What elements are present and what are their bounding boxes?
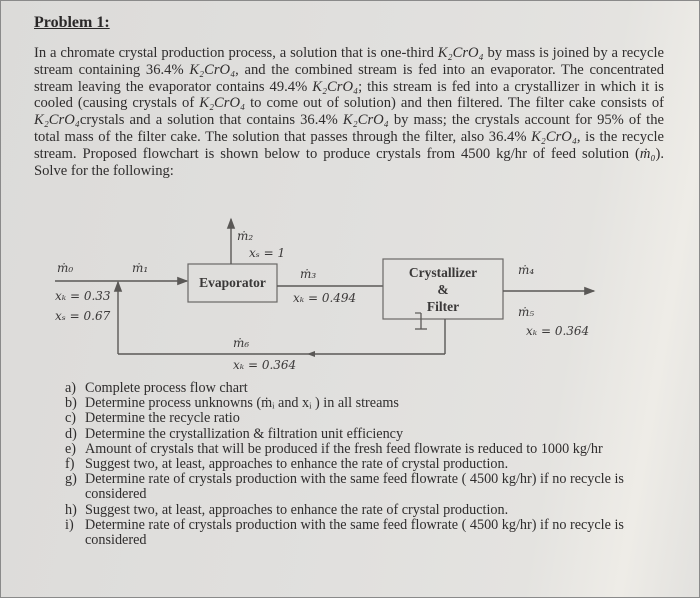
problem-title: Problem 1: xyxy=(34,14,110,31)
chem-formula: K₂CrO₄ xyxy=(199,95,246,112)
chem-formula: K₂CrO₄ xyxy=(312,78,359,95)
stream-m0-xk: xₖ = 0.33 xyxy=(55,289,111,303)
stream-m2-xs: xₛ = 1 xyxy=(249,246,286,260)
question-letter: b) xyxy=(65,395,77,412)
stream-m6-label: ṁ₆ xyxy=(233,336,250,350)
question-item xyxy=(65,427,625,442)
chem-formula: K₂CrO₄ xyxy=(531,128,577,145)
question-list xyxy=(65,381,625,548)
chem-formula: K₂CrO₄ xyxy=(189,61,236,78)
para-text: In a chromate crystal production process, a solution that is one-third xyxy=(34,45,438,61)
question-letter: h) xyxy=(65,501,77,518)
para-text: ; this stream is fed into a crystallizer in which it is cooled (causing crystals of xyxy=(34,78,664,112)
stream-m6-xk: xₖ = 0.364 xyxy=(233,358,297,372)
para-text: by mass is joined by a recycle stream containing 36.4% xyxy=(34,45,664,78)
question-item xyxy=(65,442,625,457)
question-text: Determine process unknowns (ṁᵢ and xᵢ ) in all streams xyxy=(85,395,399,412)
stream-m4-label: ṁ₄ xyxy=(518,263,535,277)
question-item xyxy=(65,411,625,426)
problem-statement xyxy=(34,45,664,179)
para-text: ). Solve for the following: xyxy=(34,145,664,179)
question-text: Determine the recycle ratio xyxy=(85,410,240,427)
para-text: , is the recycle stream. Proposed flowchart is shown below to produce crystals from 4500 kg/hr of feed solution ( xyxy=(34,128,665,162)
crystallizer-unit-line2: & xyxy=(437,282,449,297)
question-item xyxy=(65,503,625,518)
chem-formula: K₂CrO₄ xyxy=(342,112,389,129)
question-text: Determine the crystallization & filtration unit efficiency xyxy=(85,425,404,442)
question-letter: c) xyxy=(65,410,77,427)
question-letter: a) xyxy=(65,380,77,396)
stream-symbol: ṁ₀ xyxy=(639,145,656,162)
chem-formula: K₂CrO₄ xyxy=(437,45,484,61)
para-text: to come out of solution) and then filtered. The filter cake consists of xyxy=(245,95,665,112)
stream-m3-xk: xₖ = 0.494 xyxy=(293,291,357,305)
para-text: by mass; the crystals account for 95% of the total mass of the filter cake. The solution that passes through the filter, also 36.4% xyxy=(34,112,664,145)
question-letter: i) xyxy=(65,516,74,533)
question-letter: d) xyxy=(65,425,77,442)
stream-m0-label: ṁ₀ xyxy=(57,261,74,275)
crystallizer-unit-line1: Crystallizer xyxy=(408,265,478,280)
question-text: Suggest two, at least, approaches to enhance the rate of crystal production. xyxy=(85,456,509,473)
process-flowchart xyxy=(1,201,700,381)
question-item xyxy=(65,457,625,472)
question-text: Complete process flow chart xyxy=(85,380,248,396)
question-item xyxy=(65,518,625,548)
question-item xyxy=(65,472,625,502)
question-letter: e) xyxy=(65,440,77,457)
stream-m3-label: ṁ₃ xyxy=(300,267,317,281)
stream-m2-label: ṁ₂ xyxy=(237,229,254,243)
question-text: Amount of crystals that will be produced if the fresh feed flowrate is reduced to 1000 kg/hr xyxy=(85,440,603,457)
question-text: Determine rate of crystals production with the same feed flowrate ( 4500 kg/hr) if no recycle is considered xyxy=(85,471,624,503)
crystallizer-unit-line3: Filter xyxy=(426,299,460,314)
stream-m0-xs: xₛ = 0.67 xyxy=(55,309,111,323)
question-text: Determine rate of crystals production with the same feed flowrate ( 4500 kg/hr) if no recycle is considered xyxy=(85,516,624,549)
question-item xyxy=(65,396,625,411)
question-letter: g) xyxy=(65,471,77,488)
evaporator-unit: Evaporator xyxy=(199,275,266,290)
question-letter: f) xyxy=(65,456,75,473)
question-text: Suggest two, at least, approaches to enhance the rate of crystal production. xyxy=(85,501,509,518)
para-text: , and the combined stream is fed into an evaporator. The concentrated stream leaving the evaporator contains 49.4% xyxy=(34,61,664,95)
chem-formula: K₂CrO₄ xyxy=(34,112,80,129)
para-text: crystals and a solution that contains 36.4% xyxy=(79,112,343,129)
stream-m5-xk: xₖ = 0.364 xyxy=(526,324,590,338)
stream-m5-label: ṁ₅ xyxy=(518,305,535,319)
question-item xyxy=(65,381,625,396)
stream-m1-label: ṁ₁ xyxy=(132,261,149,275)
